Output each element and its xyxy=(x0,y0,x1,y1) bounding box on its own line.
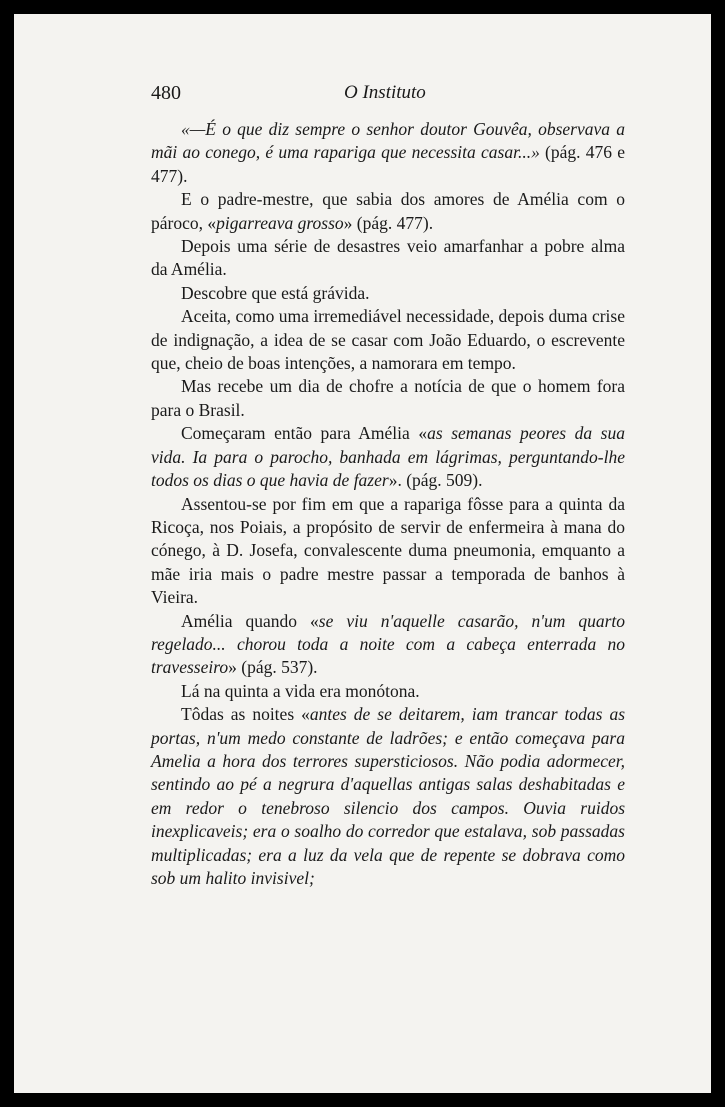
paragraph: Amélia quando «se viu n'aquelle casarão, n'um quarto regelado... chorou toda a noite com a cabeça enterrada no travesseiro» (pág. 537). xyxy=(151,610,625,678)
paragraph: Descobre que está grávida. xyxy=(181,282,370,303)
paragraph: E o padre-mestre, que sabia dos amores de Amélia com o pároco, «pigarreava grosso» (pág. 477). xyxy=(151,189,625,233)
page-number: 480 xyxy=(151,82,181,104)
page-header xyxy=(14,82,711,112)
paragraph: Aceita, como uma irremediável necessidade, depois duma crise de indignação, a idea de se casar com João Eduardo, o escrevente que, cheio de boas intenções, a namorara em tempo. xyxy=(151,306,625,374)
paragraph: Assentou-se por fim em que a rapariga fôsse para a quinta da Ricoça, nos Poiais, a propósito de servir de enfermeira à mana do cónego, à D. Josefa, convalescente duma pneumonia, emquanto a mãe iria mais o padre mestre passar a temporada de banhos à Vieira. xyxy=(151,493,625,608)
book-page xyxy=(14,14,711,1093)
paragraph: Lá na quinta a vida era monótona. xyxy=(181,680,420,701)
body-text xyxy=(151,118,625,890)
paragraph: Depois uma série de desastres veio amarfanhar a pobre alma da Amélia. xyxy=(151,236,625,280)
paragraph: Mas recebe um dia de chofre a notícia de que o homem fora para o Brasil. xyxy=(151,376,625,420)
paragraph: Tôdas as noites «antes de se deitarem, iam trancar todas as portas, n'um medo constante de ladrões; e então começava para Amelia a hora dos terrores supersticiosos. Não podia adormecer, sentindo ao pé a negrura d'aquellas antigas salas deshabitadas e em redor o tenebroso silencio dos campos. Ouvia ruidos inexplicaveis; era o soalho do corredor que estalava, sob passadas multiplicadas; era a luz da vela que de repente se dobrava como sob um halito invisivel; xyxy=(151,704,625,888)
paragraph: «—É o que diz sempre o senhor doutor Gouvêa, observava a mãi ao conego, é uma rapariga que necessita casar...» (pág. 476 e 477). xyxy=(151,119,625,186)
paragraph: Começaram então para Amélia «as semanas peores da sua vida. Ia para o parocho, banhada em lágrimas, perguntando-lhe todos os dias o que havia de fazer». (pág. 509). xyxy=(151,423,625,491)
running-title: O Instituto xyxy=(344,82,426,103)
